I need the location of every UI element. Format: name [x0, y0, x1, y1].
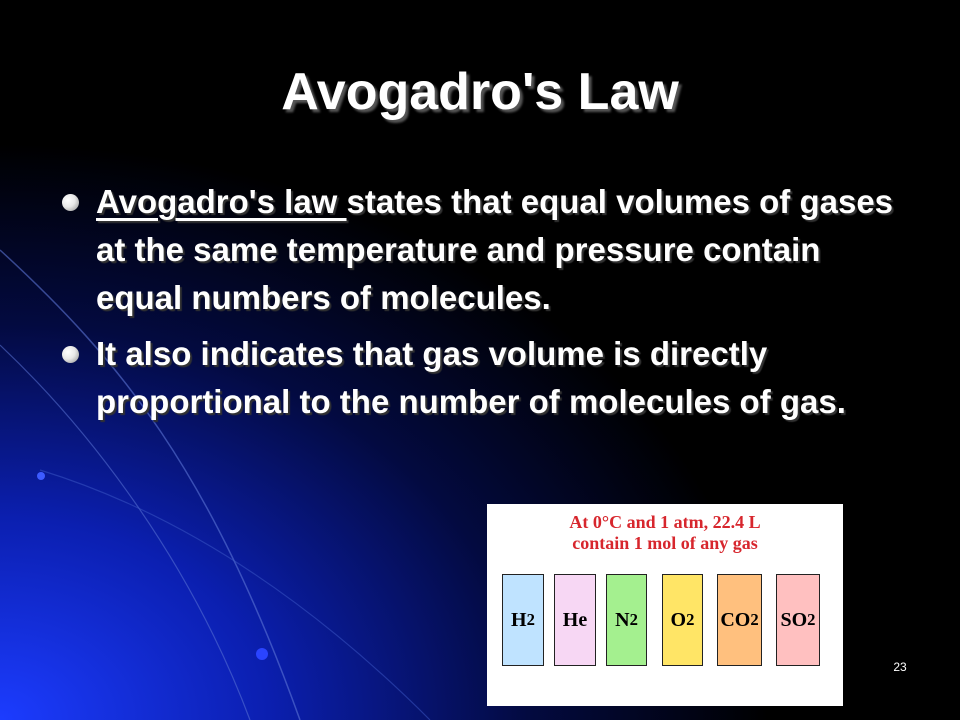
gas-subscript: 2	[807, 610, 816, 629]
gas-subscript: 2	[526, 610, 535, 629]
gas-cylinder-he	[554, 574, 596, 666]
gas-label: SO	[780, 608, 808, 631]
bullet-item	[62, 178, 912, 322]
bullet-item	[62, 330, 912, 426]
gas-volume-figure	[487, 504, 843, 706]
gas-cylinder-n2	[606, 574, 647, 666]
key-term-link[interactable]: Avogadro's law	[96, 183, 347, 220]
gas-label: O	[670, 608, 687, 631]
gas-subscript: 2	[686, 610, 695, 629]
figure-caption-line: contain 1 mol of any gas	[572, 533, 758, 553]
bullet-list	[62, 178, 912, 434]
gas-label: He	[562, 608, 588, 631]
figure-caption	[487, 512, 843, 554]
gas-cylinder-h2	[502, 574, 544, 666]
bullet-icon	[62, 194, 79, 211]
page-number: 23	[893, 660, 907, 674]
gas-label: H	[511, 608, 527, 631]
gas-subscript: 2	[629, 610, 638, 629]
bullet-icon	[62, 346, 79, 363]
gas-subscript: 2	[750, 610, 759, 629]
slide-title: Avogadro's Law	[281, 63, 679, 121]
gas-cylinder-so2	[776, 574, 820, 666]
bullet-text: states that equal volumes of gases at the same temperature and pressure contain equal numbers of molecules.	[96, 183, 894, 316]
figure-caption-line: At 0°C and 1 atm, 22.4 L	[569, 512, 761, 532]
gas-label: N	[615, 608, 630, 631]
gas-cylinder-co2	[717, 574, 762, 666]
gas-cylinder-o2	[662, 574, 703, 666]
gas-label: CO	[720, 608, 751, 631]
bullet-text: It also indicates that gas volume is directly proportional to the number of molecules of gas.	[96, 335, 846, 420]
